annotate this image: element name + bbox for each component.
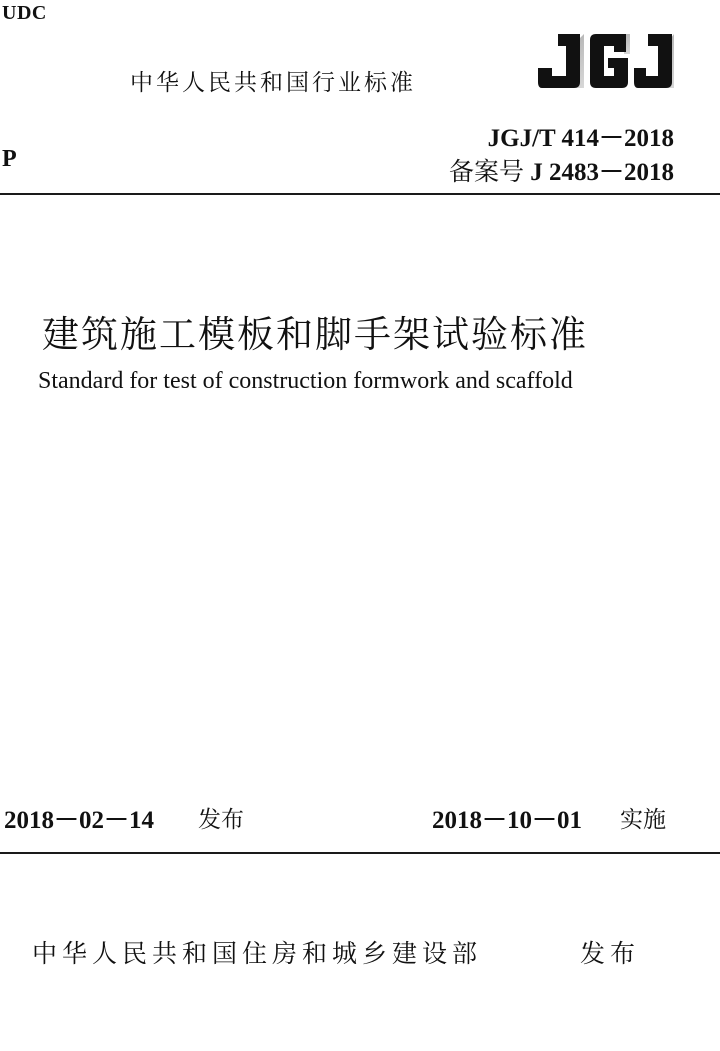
implementation-date: 2018－10－01 bbox=[432, 807, 583, 834]
issue-date: 2018－02－14 bbox=[4, 807, 155, 834]
publisher: 中华人民共和国住房和城乡建设部 bbox=[32, 939, 483, 968]
logo-letter-j1 bbox=[538, 34, 584, 88]
header-divider bbox=[0, 193, 720, 195]
title-english: Standard for test of construction formwork and scaffold bbox=[38, 368, 573, 394]
udc-label: UDC bbox=[2, 2, 47, 24]
standard-number: JGJ/T 414－2018 bbox=[487, 125, 674, 152]
publish-label: 发布 bbox=[580, 939, 641, 968]
title-chinese: 建筑施工模板和脚手架试验标准 bbox=[42, 313, 588, 356]
logo-letter-g bbox=[590, 34, 630, 88]
filing-number bbox=[449, 152, 674, 188]
issue-label: 发布 bbox=[198, 807, 244, 833]
filing-value: J 2483－2018 bbox=[523, 159, 674, 186]
footer-divider bbox=[0, 852, 720, 854]
standard-type: 中华人民共和国行业标准 bbox=[130, 70, 416, 96]
implementation-label: 实施 bbox=[620, 807, 666, 833]
logo-letter-j2 bbox=[634, 34, 674, 88]
classification-label: P bbox=[2, 146, 17, 172]
jgj-logo bbox=[536, 30, 676, 92]
filing-prefix: 备案号 bbox=[448, 157, 524, 186]
